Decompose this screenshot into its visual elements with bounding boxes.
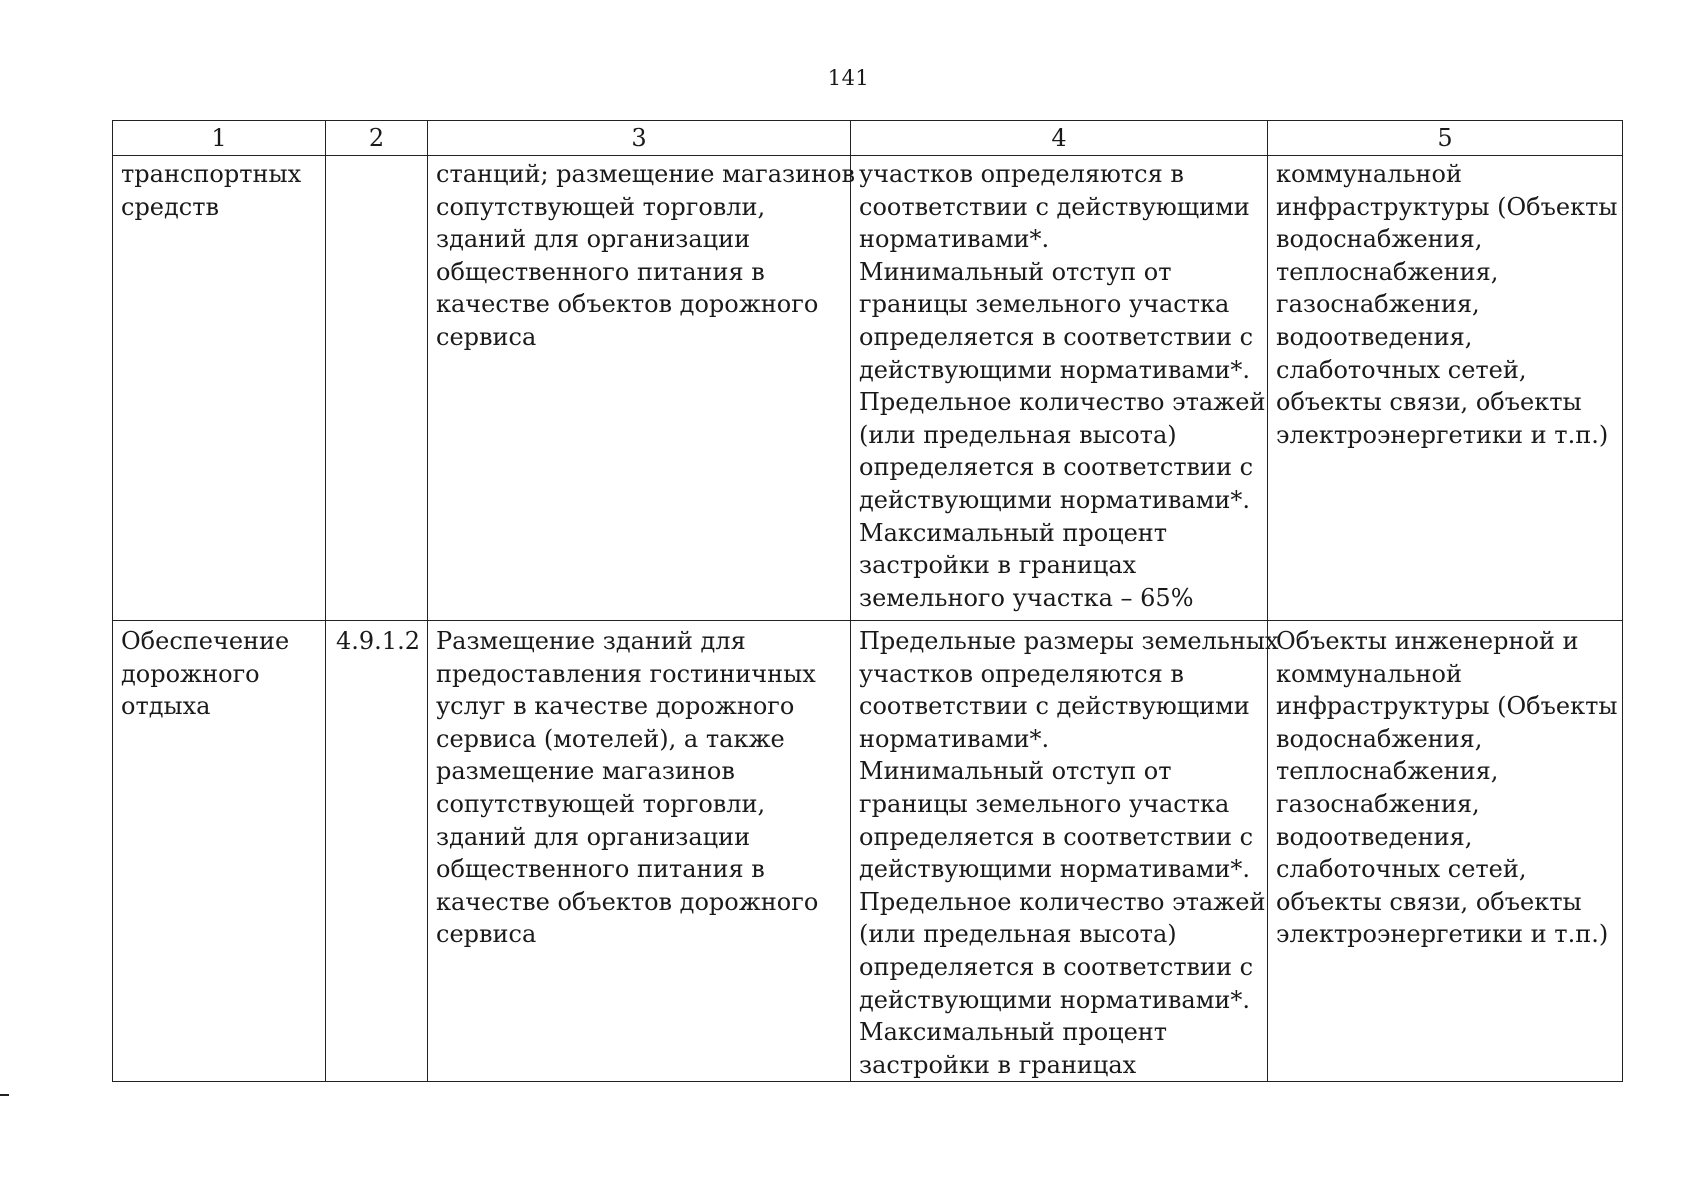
cell-text-line: отдыха [121, 692, 211, 721]
cell-text-line: границы земельного участка [859, 290, 1230, 319]
cell-text-line: теплоснабжения, [1276, 757, 1499, 786]
table-row [113, 156, 1623, 621]
cell-text-line: коммунальной [1276, 160, 1462, 188]
cell-text-line: застройки в границах [859, 551, 1137, 580]
cell-text-line: соответствии с действующими [859, 692, 1250, 721]
cell-text-line: определяется в соответствии с [859, 952, 1254, 981]
cell-text-line: сервиса [436, 920, 537, 949]
cell-text-line: объекты связи, объекты [1276, 887, 1582, 916]
parameters-cell [851, 156, 1268, 621]
parameters-cell [851, 621, 1279, 1082]
cell-text-line: Максимальный процент [859, 518, 1168, 547]
use-code-cell [326, 156, 428, 621]
cell-text-line: качестве объектов дорожного [436, 290, 819, 319]
cell-text-line: определяется в соответствии с [859, 822, 1254, 851]
cell-text-line: действующими нормативами*. [859, 485, 1250, 514]
cell-text-line: средств [121, 192, 220, 221]
cell-text-line: границы земельного участка [859, 789, 1230, 818]
cell-text-line: соответствии с действующими [859, 192, 1250, 221]
cell-text-line: Размещение зданий для [436, 627, 746, 655]
cell-text-line: Минимальный отступ от [859, 757, 1172, 786]
cell-text-line: слаботочных сетей, [1276, 855, 1527, 884]
cell-text-line: дорожного [121, 659, 260, 688]
cell-text-line: Максимальный процент [859, 1018, 1168, 1047]
use-type-name-cell [113, 156, 326, 621]
cell-text-line: электроэнергетики и т.п.) [1276, 420, 1609, 449]
cell-text-line: зданий для организации [436, 225, 751, 254]
margin-mark [0, 1094, 9, 1096]
table-row [113, 621, 1623, 1082]
cell-text-line: Предельное количество этажей [859, 388, 1266, 417]
page-number: 141 [827, 66, 870, 90]
cell-text-line: Минимальный отступ от [859, 257, 1172, 286]
table-header-row [113, 121, 1623, 156]
cell-text-line: услуг в качестве дорожного [436, 692, 795, 721]
cell-text-line: слаботочных сетей, [1276, 355, 1527, 384]
cell-text-line: Предельные размеры земельных [859, 627, 1279, 655]
column-header-2: 2 [326, 121, 428, 156]
cell-text-line: определяется в соответствии с [859, 453, 1254, 482]
use-description-cell [428, 156, 856, 621]
infrastructure-cell [1268, 156, 1623, 621]
cell-text-line: Предельное количество этажей [859, 887, 1266, 916]
cell-text-line: застройки в границах [859, 1050, 1137, 1079]
cell-text-line: сопутствующей торговли, [436, 789, 766, 818]
cell-text-line: общественного питания в [436, 257, 765, 286]
cell-text-line: зданий для организации [436, 822, 751, 851]
cell-text-line: газоснабжения, [1276, 789, 1480, 818]
cell-text-line: водоотведения, [1276, 822, 1473, 851]
cell-text-line: электроэнергетики и т.п.) [1276, 920, 1609, 949]
cell-text-line: участков определяются в [859, 160, 1184, 188]
cell-text-line: сервиса [436, 322, 537, 351]
cell-text-line: транспортных [121, 160, 302, 188]
cell-text-line: действующими нормативами*. [859, 985, 1250, 1014]
cell-text-line: нормативами*. [859, 225, 1050, 254]
cell-text-line: Обеспечение [121, 627, 290, 655]
cell-text-line: теплоснабжения, [1276, 257, 1499, 286]
cell-text-line: размещение магазинов [436, 757, 735, 786]
column-header-1: 1 [113, 121, 326, 156]
cell-text-line: газоснабжения, [1276, 290, 1480, 319]
cell-text-line: водоснабжения, [1276, 225, 1483, 254]
cell-text-line: действующими нормативами*. [859, 855, 1250, 884]
use-code-cell: 4.9.1.2 [326, 621, 428, 1082]
cell-text-line: сопутствующей торговли, [436, 192, 766, 221]
cell-text-line: водоотведения, [1276, 322, 1473, 351]
column-header-3: 3 [428, 121, 851, 156]
cell-text-line: (или предельная высота) [859, 420, 1177, 449]
cell-text-line: качестве объектов дорожного [436, 887, 819, 916]
cell-text-line: сервиса (мотелей), а также [436, 724, 785, 753]
infrastructure-cell [1268, 621, 1623, 1082]
cell-text-line: водоснабжения, [1276, 724, 1483, 753]
use-description-cell [428, 621, 851, 1082]
cell-text-line: станций; размещение магазинов [436, 160, 856, 188]
cell-text-line: определяется в соответствии с [859, 322, 1254, 351]
cell-text-line: нормативами*. [859, 724, 1050, 753]
cell-text-line: инфраструктуры (Объекты [1276, 192, 1618, 221]
cell-text-line: участков определяются в [859, 659, 1184, 688]
cell-text-line: земельного участка – 65% [859, 583, 1194, 612]
cell-text-line: Объекты инженерной и [1276, 627, 1579, 655]
cell-text-line: инфраструктуры (Объекты [1276, 692, 1618, 721]
cell-text-line: предоставления гостиничных [436, 659, 816, 688]
column-header-4: 4 [851, 121, 1268, 156]
land-use-table [112, 120, 1623, 1082]
column-header-5: 5 [1268, 121, 1623, 156]
cell-text-line: действующими нормативами*. [859, 355, 1250, 384]
use-type-name-cell [113, 621, 326, 1082]
cell-text-line: коммунальной [1276, 659, 1462, 688]
table-body [113, 156, 1623, 1082]
cell-text-line: (или предельная высота) [859, 920, 1177, 949]
cell-text-line: объекты связи, объекты [1276, 388, 1582, 417]
cell-text-line: общественного питания в [436, 855, 765, 884]
